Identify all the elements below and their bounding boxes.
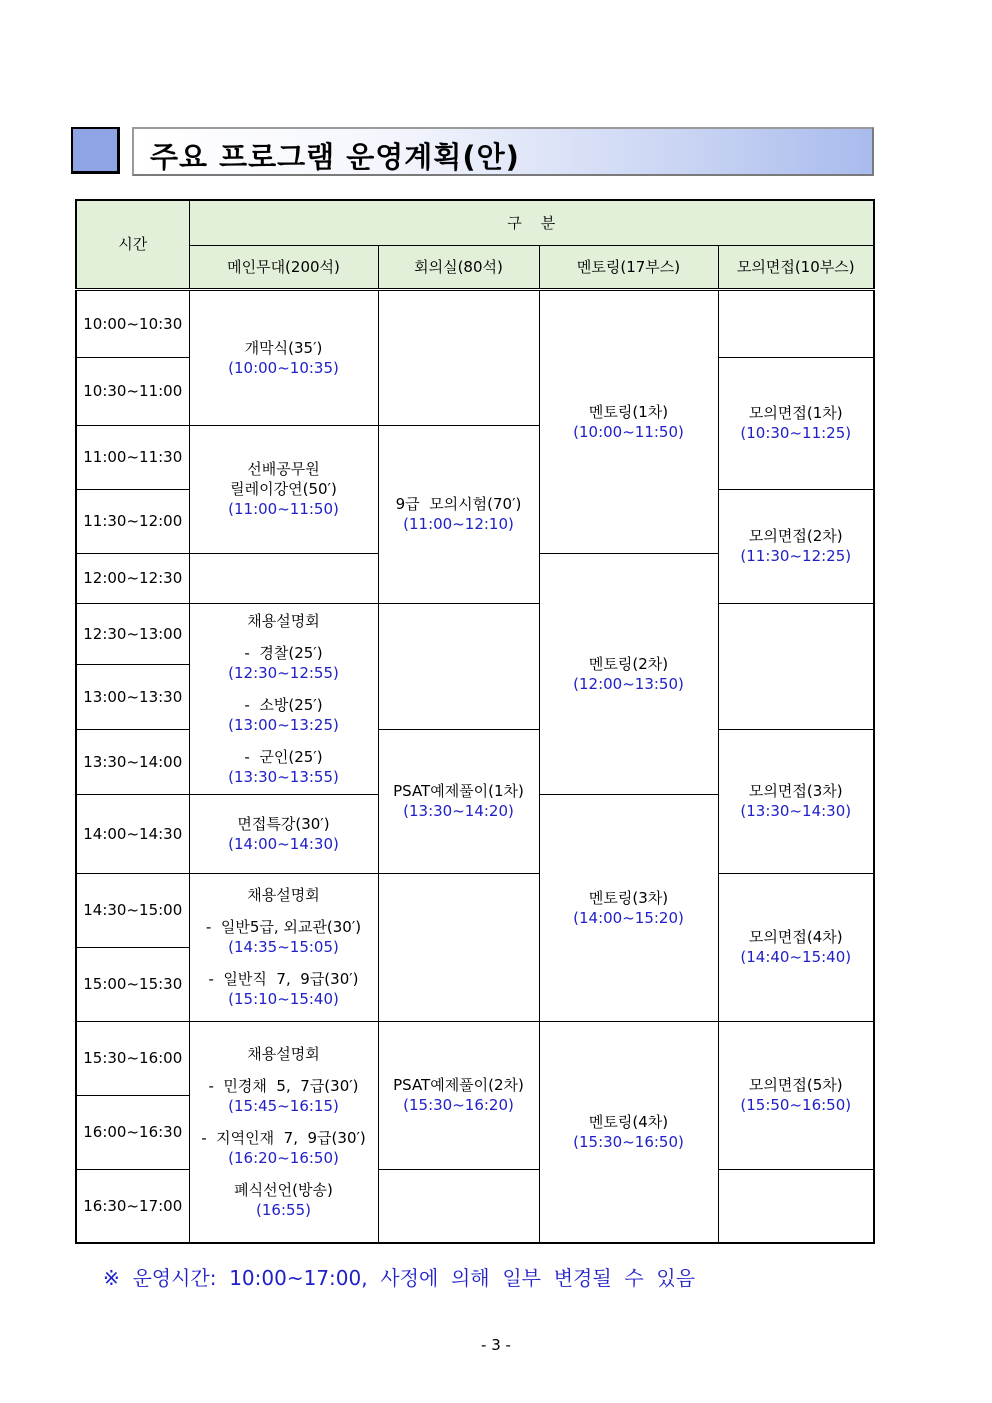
opening-time: (10:00~10:35) xyxy=(228,358,339,377)
psat-1-name: PSAT예제풀이(1차) xyxy=(393,782,524,800)
mentoring-4-name: 멘토링(4차) xyxy=(588,1112,669,1131)
header-mentoring: 멘토링(17부스) xyxy=(539,245,718,289)
briefing-2-item-2-time: (15:10~15:40) xyxy=(228,990,339,1008)
time-cell: 14:30~15:00 xyxy=(76,873,189,947)
interview-5-name: 모의면접(5차) xyxy=(748,1076,843,1094)
interview-2-time: (11:30~12:25) xyxy=(740,547,852,565)
interview-lecture-name: 면접특강(30′) xyxy=(237,814,330,833)
interview-empty-cell xyxy=(718,1169,874,1243)
briefing-1-item-1-time: (12:30~12:55) xyxy=(228,663,339,682)
room-empty-cell xyxy=(378,603,539,729)
time-cell: 11:00~11:30 xyxy=(76,425,189,489)
relay-lecture-cell xyxy=(189,425,378,553)
header-time: 시간 xyxy=(76,200,189,289)
title-box xyxy=(132,127,874,176)
time-cell: 11:30~12:00 xyxy=(76,489,189,553)
time-cell: 15:30~16:00 xyxy=(76,1021,189,1095)
operation-note: ※ 운영시간: 10:00~17:00, 사정에 의해 일부 변경될 수 있음 xyxy=(103,1266,696,1290)
mentoring-3-time: (14:00~15:20) xyxy=(573,908,684,927)
mentoring-1-name: 멘토링(1차) xyxy=(588,402,669,421)
relay-time: (11:00~11:50) xyxy=(228,500,339,518)
opening-cell xyxy=(189,289,378,425)
interview-lecture-cell xyxy=(189,794,378,873)
time-cell: 10:30~11:00 xyxy=(76,357,189,425)
time-cell: 15:00~15:30 xyxy=(76,947,189,1021)
schedule-table xyxy=(75,199,875,1244)
time-cell: 10:00~10:30 xyxy=(76,289,189,357)
time-cell: 16:00~16:30 xyxy=(76,1095,189,1169)
interview-3-name: 모의면접(3차) xyxy=(748,782,843,800)
interview-1-time: (10:30~11:25) xyxy=(740,424,852,442)
header-category: 구 분 xyxy=(189,200,874,245)
briefing-2-title: 채용설명회 xyxy=(247,886,320,904)
time-cell: 14:00~14:30 xyxy=(76,794,189,873)
interview-empty-cell xyxy=(718,603,874,729)
mentoring-3-cell xyxy=(539,794,718,1021)
header-meeting-room: 회의실(80석) xyxy=(378,245,539,289)
room-empty-cell xyxy=(378,289,539,425)
briefing-2-item-1-time: (14:35~15:05) xyxy=(228,938,339,956)
interview-4-cell xyxy=(718,873,874,1021)
page-title: 주요 프로그램 운영계획(안) xyxy=(150,140,520,174)
briefing-3-item-2-time: (16:20~16:50) xyxy=(228,1148,339,1167)
mentoring-2-time: (12:00~13:50) xyxy=(573,674,684,693)
briefing-2-item-1: - 일반5급, 외교관(30′) xyxy=(205,918,362,936)
time-cell: 13:00~13:30 xyxy=(76,664,189,729)
mock-exam-cell xyxy=(378,425,539,603)
interview-3-time: (13:30~14:30) xyxy=(740,802,852,820)
interview-2-name: 모의면접(2차) xyxy=(748,527,843,545)
title-square-marker xyxy=(71,127,120,174)
time-cell: 12:00~12:30 xyxy=(76,553,189,603)
briefing-3-item-2: - 지역인재 7, 9급(30′) xyxy=(201,1128,366,1147)
interview-lecture-time: (14:00~14:30) xyxy=(228,834,339,853)
briefing-3-cell xyxy=(189,1021,378,1243)
psat-2-cell xyxy=(378,1021,539,1169)
opening-name: 개막식(35′) xyxy=(244,338,323,357)
mentoring-4-time: (15:30~16:50) xyxy=(573,1132,684,1151)
time-cell: 16:30~17:00 xyxy=(76,1169,189,1243)
section-title xyxy=(71,127,874,176)
time-cell: 12:30~13:00 xyxy=(76,603,189,664)
psat-2-name: PSAT예제풀이(2차) xyxy=(393,1076,524,1094)
interview-1-name: 모의면접(1차) xyxy=(748,404,843,422)
briefing-1-item-2-time: (13:00~13:25) xyxy=(228,715,339,734)
mock-exam-time: (11:00~12:10) xyxy=(403,515,514,533)
interview-4-name: 모의면접(4차) xyxy=(748,928,843,946)
main-empty-cell xyxy=(189,553,378,603)
time-cell: 13:30~14:00 xyxy=(76,729,189,794)
closing-time: (16:55) xyxy=(256,1200,311,1219)
interview-5-time: (15:50~16:50) xyxy=(740,1096,852,1114)
mentoring-1-cell xyxy=(539,289,718,553)
briefing-1-item-2: - 소방(25′) xyxy=(244,695,323,714)
header-mock-interview: 모의면접(10부스) xyxy=(718,245,874,289)
psat-1-cell xyxy=(378,729,539,873)
interview-1-cell xyxy=(718,357,874,489)
room-empty-cell xyxy=(378,873,539,1021)
room-empty-cell xyxy=(378,1169,539,1243)
interview-3-cell xyxy=(718,729,874,873)
relay-line1: 선배공무원 xyxy=(247,460,320,478)
briefing-2-cell xyxy=(189,873,378,1021)
mentoring-1-time: (10:00~11:50) xyxy=(573,422,684,441)
page-number: - 3 - xyxy=(481,1336,511,1354)
mock-exam-name: 9급 모의시험(70′) xyxy=(395,495,522,513)
briefing-3-item-1-time: (15:45~16:15) xyxy=(228,1096,339,1115)
psat-1-time: (13:30~14:20) xyxy=(403,802,514,820)
briefing-1-item-3: - 군인(25′) xyxy=(244,747,323,766)
mentoring-4-cell xyxy=(539,1021,718,1243)
briefing-1-title: 채용설명회 xyxy=(247,611,320,630)
mentoring-3-name: 멘토링(3차) xyxy=(588,888,669,907)
closing-name: 폐식선언(방송) xyxy=(234,1180,333,1199)
mentoring-2-name: 멘토링(2차) xyxy=(588,654,669,673)
briefing-1-item-3-time: (13:30~13:55) xyxy=(228,767,339,786)
psat-2-time: (15:30~16:20) xyxy=(403,1096,514,1114)
relay-line2: 릴레이강연(50′) xyxy=(230,480,337,498)
briefing-1-item-1: - 경찰(25′) xyxy=(244,643,323,662)
briefing-1-cell xyxy=(189,603,378,794)
briefing-3-item-1: - 민경채 5, 7급(30′) xyxy=(208,1076,359,1095)
interview-2-cell xyxy=(718,489,874,603)
interview-5-cell xyxy=(718,1021,874,1169)
interview-empty-cell xyxy=(718,289,874,357)
briefing-2-item-2: - 일반직 7, 9급(30′) xyxy=(208,970,359,988)
mentoring-2-cell xyxy=(539,553,718,794)
interview-4-time: (14:40~15:40) xyxy=(740,948,852,966)
briefing-3-title: 채용설명회 xyxy=(247,1044,320,1063)
header-main-stage: 메인무대(200석) xyxy=(189,245,378,289)
